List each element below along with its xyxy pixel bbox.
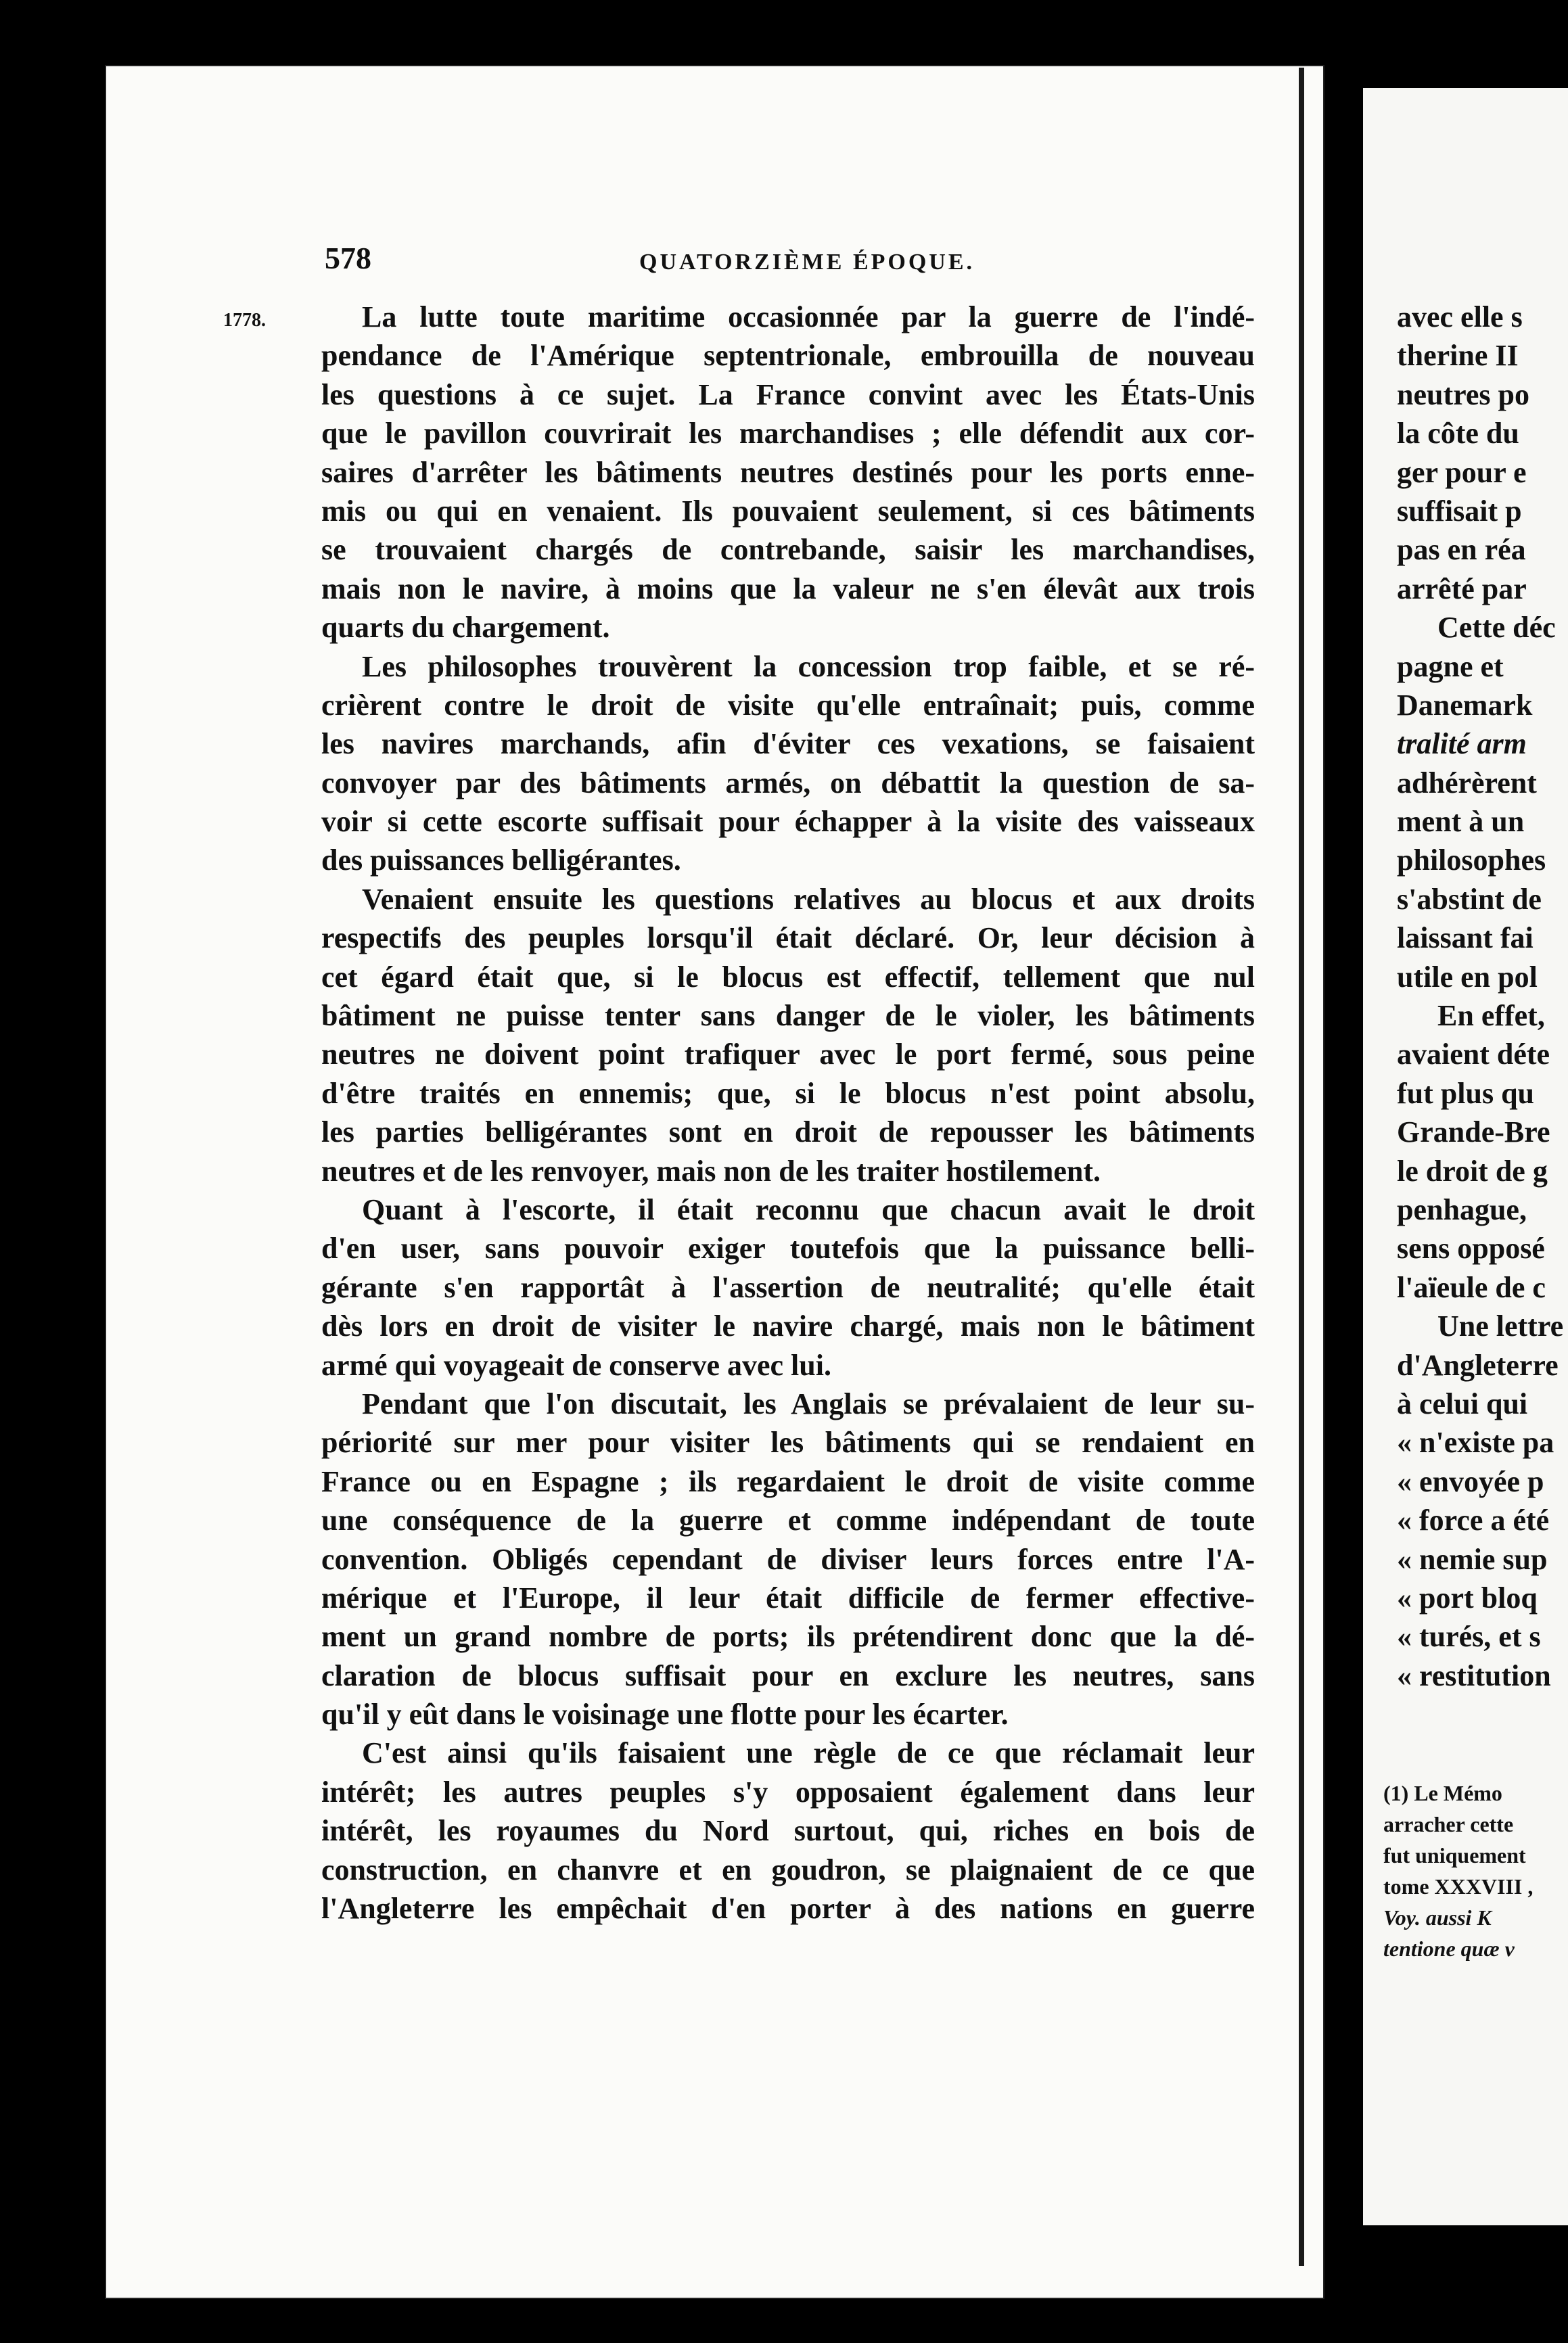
text-line: d'en user, sans pouvoir exiger toutefois que la puissance belli- [321, 1232, 1255, 1266]
text-line: l'Angleterre les empêchait d'en porter à des nations en guerre [321, 1892, 1255, 1926]
text-line: respectifs des peuples lorsqu'il était déclaré. Or, leur décision à [321, 921, 1255, 955]
text-line: cet égard était que, si le blocus est effectif, tellement que nul [321, 960, 1255, 994]
text-line: mérique et l'Europe, il leur était difficile de fermer effective- [321, 1581, 1255, 1615]
right-text-line: fut plus qu [1397, 1076, 1535, 1110]
right-page-text [1397, 298, 1568, 1695]
right-text-line: « port bloq [1397, 1581, 1538, 1615]
right-footnote-line: tome XXXVIII , [1383, 1874, 1534, 1899]
right-text-line: Cette déc [1437, 611, 1556, 645]
text-line: les navires marchands, afin d'éviter ces vexations, se faisaient [321, 727, 1255, 761]
body-text [321, 298, 1255, 1928]
right-text-line: neutres po [1397, 377, 1529, 411]
right-text-line: utile en pol [1397, 960, 1538, 994]
text-line: Venaient ensuite les questions relatives au blocus et aux droits [362, 882, 1255, 916]
right-text-line: suffisait p [1397, 494, 1522, 528]
text-line: saires d'arrêter les bâtiments neutres destinés pour les ports enne- [321, 455, 1255, 489]
right-text-line: avec elle s [1397, 300, 1523, 333]
text-line: qu'il y eût dans le voisinage une flotte pour les écarter. [321, 1698, 1009, 1732]
right-text-line: Grande-Bre [1397, 1115, 1550, 1149]
right-text-line: « nemie sup [1397, 1542, 1548, 1576]
right-text-line: pagne et [1397, 649, 1504, 683]
text-line: mais non le navire, à moins que la valeur ne s'en élevât aux trois [321, 572, 1255, 605]
page-gutter [1299, 68, 1304, 2266]
text-line: se trouvaient chargés de contrebande, saisir les marchandises, [321, 533, 1255, 567]
text-line: d'être traités en ennemis; que, si le blocus n'est point absolu, [321, 1076, 1255, 1110]
text-line: voir si cette escorte suffisait pour échapper à la visite des vaisseaux [321, 805, 1255, 839]
text-line: intérêt; les autres peuples s'y opposaient également dans leur [321, 1775, 1255, 1809]
text-line: que le pavillon couvrirait les marchandises ; elle défendit aux cor- [321, 417, 1255, 450]
text-line: convoyer par des bâtiments armés, on débattit la question de sa- [321, 766, 1255, 799]
text-line: ment un grand nombre de ports; ils prétendirent donc que la dé- [321, 1620, 1255, 1654]
right-text-line: Une lettre [1437, 1309, 1564, 1343]
right-text-line: therine II [1397, 339, 1519, 373]
right-text-line: l'aïeule de c [1397, 1270, 1546, 1304]
right-text-line: penhague, [1397, 1192, 1527, 1226]
running-head [325, 240, 1272, 281]
page-number: 578 [325, 241, 371, 275]
text-line: des puissances belligérantes. [321, 843, 681, 877]
right-text-line: « n'existe pa [1397, 1426, 1554, 1460]
text-line: Pendant que l'on discutait, les Anglais se prévalaient de leur su- [362, 1387, 1255, 1420]
right-text-line: « turés, et s [1397, 1620, 1541, 1654]
right-text-line: d'Angleterre [1397, 1348, 1559, 1382]
text-line: périorité sur mer pour visiter les bâtiments qui se rendaient en [321, 1426, 1255, 1460]
text-line: les questions à ce sujet. La France convint avec les États-Unis [321, 377, 1255, 411]
right-footnote-line: (1) Le Mémo [1383, 1781, 1502, 1805]
right-text-line: ment à un [1397, 805, 1525, 839]
right-text-line: « restitution [1397, 1658, 1551, 1692]
right-text-line: arrêté par [1397, 572, 1527, 605]
right-text-line: sens opposé [1397, 1232, 1545, 1266]
text-line: dès lors en droit de visiter le navire chargé, mais non le bâtiment [321, 1309, 1255, 1343]
text-line: intérêt, les royaumes du Nord surtout, qui, riches en bois de [321, 1814, 1255, 1848]
text-line: bâtiment ne puisse tenter sans danger de le violer, les bâtiments [321, 999, 1255, 1033]
text-line: gérante s'en rapportât à l'assertion de neutralité; qu'elle était [321, 1270, 1255, 1304]
text-line: Quant à l'escorte, il était reconnu que chacun avait le droit [362, 1192, 1255, 1226]
text-line: convention. Obligés cependant de diviser leurs forces entre l'A- [321, 1542, 1255, 1576]
right-text-line: Danemark [1397, 688, 1533, 722]
text-line: construction, en chanvre et en goudron, se plaignaient de ce que [321, 1853, 1255, 1886]
right-footnote-line: arracher cette [1383, 1812, 1514, 1836]
text-line: mis ou qui en venaient. Ils pouvaient seulement, si ces bâtiments [321, 494, 1255, 528]
right-text-line: pas en réa [1397, 533, 1526, 567]
right-text-line: ger pour e [1397, 455, 1527, 489]
right-text-line: avaient déte [1397, 1038, 1550, 1071]
text-line: crièrent contre le droit de visite qu'elle entraînait; puis, comme [321, 688, 1255, 722]
text-line: armé qui voyageait de conserve avec lui. [321, 1348, 831, 1382]
text-line: France ou en Espagne ; ils regardaient le droit de visite comme [321, 1464, 1255, 1498]
text-line: pendance de l'Amérique septentrionale, embrouilla de nouveau [321, 339, 1255, 373]
right-text-line: à celui qui [1397, 1387, 1528, 1420]
right-footnote-line: tentione quæ v [1383, 1936, 1515, 1961]
text-line: Les philosophes trouvèrent la concession trop faible, et se ré- [362, 649, 1255, 683]
text-line: neutres et de les renvoyer, mais non de les traiter hostilement. [321, 1154, 1101, 1188]
text-line: C'est ainsi qu'ils faisaient une règle de ce que réclamait leur [362, 1736, 1255, 1770]
right-text-line: s'abstint de [1397, 882, 1542, 916]
text-line: claration de blocus suffisait pour en exclure les neutres, sans [321, 1658, 1255, 1692]
text-line: les parties belligérantes sont en droit de repousser les bâtiments [321, 1115, 1255, 1149]
text-line: quarts du chargement. [321, 611, 610, 645]
right-text-line: philosophes [1397, 843, 1546, 877]
right-text-line: laissant fai [1397, 921, 1534, 955]
right-text-line: le droit de g [1397, 1154, 1548, 1188]
text-line: une conséquence de la guerre et comme indépendant de toute [321, 1504, 1255, 1537]
right-text-line: « envoyée p [1397, 1464, 1544, 1498]
text-line: La lutte toute maritime occasionnée par la guerre de l'indé- [362, 300, 1255, 333]
running-title: QUATORZIÈME ÉPOQUE. [639, 250, 975, 275]
right-page-footnotes [1383, 1778, 1568, 1964]
margin-date: 1778. [223, 310, 266, 331]
right-text-line: En effet, [1437, 999, 1545, 1033]
right-text-line: tralité arm [1397, 727, 1527, 761]
text-line: neutres ne doivent point trafiquer avec le port fermé, sous peine [321, 1038, 1255, 1071]
right-text-line: la côte du [1397, 417, 1519, 450]
right-footnote-line: fut uniquement [1383, 1843, 1526, 1868]
right-text-line: adhérèrent [1397, 766, 1537, 799]
right-text-line: « force a été [1397, 1504, 1550, 1537]
right-footnote-line: Voy. aussi K [1383, 1905, 1492, 1930]
